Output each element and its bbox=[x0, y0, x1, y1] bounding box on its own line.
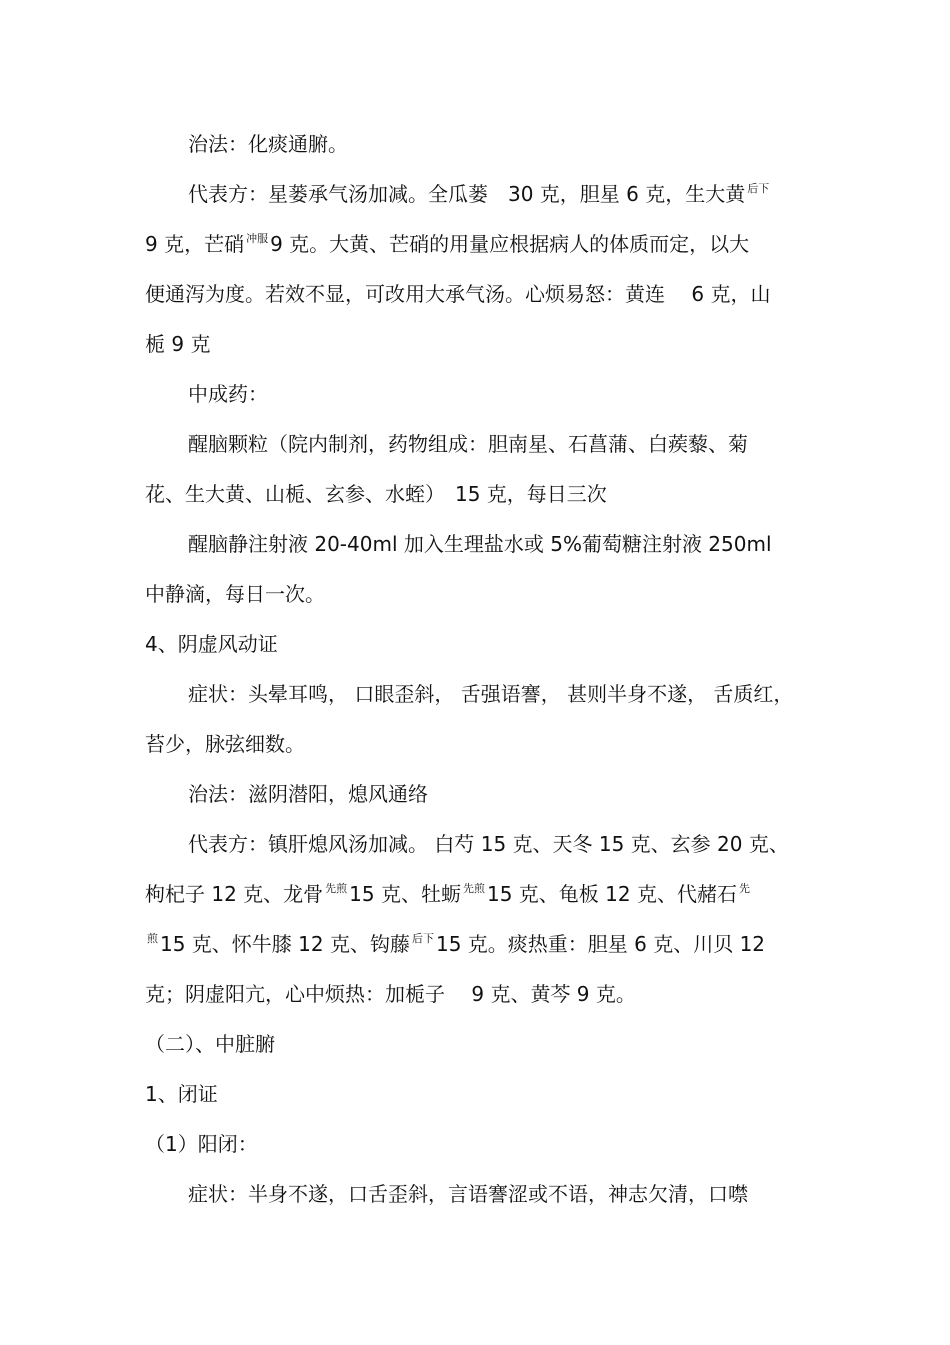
annotation-superscript: 后下 bbox=[411, 932, 434, 945]
annotation-superscript: 先 bbox=[738, 882, 750, 895]
formula-line: 代表方：星蒌承气汤加减。全瓜蒌 30 克，胆星 6 克，生大黄 $^{后下}$ bbox=[188, 182, 770, 206]
text-line: 苔少，脉弦细数。 bbox=[145, 732, 305, 756]
symptoms-line: 症状：半身不遂，口舌歪斜，言语謇涩或不语，神志欠清，口噤 bbox=[188, 1182, 748, 1206]
section-heading: 4、阴虚风动证 bbox=[145, 632, 278, 656]
text-line: 克；阴虚阳亢，心中烦热：加栀子 9 克、黄芩 9 克。 bbox=[145, 982, 636, 1006]
annotation-superscript: 先煎 bbox=[462, 882, 485, 895]
annotation-superscript: 先煎 bbox=[325, 882, 348, 895]
annotation-superscript: 煎 bbox=[147, 932, 158, 945]
treatment-line: 治法：滋阴潜阳，熄风通络 bbox=[188, 782, 428, 806]
annotation-superscript: 冲服 bbox=[246, 232, 269, 245]
text-line: 枸杞子 12 克、龙骨 $^{先煎}$ 15 克、牡蛎 $^{先煎}$ 15 克、龟板 12 克、代赭石 $^先$ bbox=[145, 882, 750, 906]
text-line: 栀 9 克 bbox=[145, 332, 211, 356]
subsection-heading: （1）阳闭： bbox=[145, 1132, 258, 1156]
patent-medicine-heading: 中成药： bbox=[188, 382, 268, 406]
text-line: 醒脑颗粒（院内制剂，药物组成：胆南星、石菖蒲、白蒺藜、菊 bbox=[188, 432, 748, 456]
text-line: 花、生大黄、山栀、玄参、水蛭） 15 克，每日三次 bbox=[145, 482, 607, 506]
text-line: 中静滴，每日一次。 bbox=[145, 582, 325, 606]
formula-line: 代表方：镇肝熄风汤加减。 白芍 15 克、天冬 15 克、玄参 20 克、 bbox=[188, 832, 789, 856]
subsection-heading: 1、闭证 bbox=[145, 1082, 218, 1106]
text-line: 便通泻为度。若效不显，可改用大承气汤。心烦易怒：黄连 6 克，山 bbox=[145, 282, 771, 306]
symptoms-line: 症状：头晕耳鸣， 口眼歪斜， 舌强语謇， 甚则半身不遂， 舌质红， bbox=[188, 682, 794, 706]
text-line: 9 克，芒硝 $^{冲服}$ 9 克。大黄、芒硝的用量应根据病人的体质而定，以大 bbox=[145, 232, 750, 256]
annotation-superscript: 后下 bbox=[747, 182, 770, 195]
text-line: $^煎$ 15 克、怀牛膝 12 克、钩藤 $^{后下}$ 15 克。痰热重：胆星 6 克、川贝 12 bbox=[147, 932, 766, 956]
text-line: 醒脑静注射液 20-40ml 加入生理盐水或 5%葡萄糖注射液 250ml bbox=[188, 532, 772, 556]
section-heading: （二）、中脏腑 bbox=[145, 1032, 275, 1056]
treatment-line: 治法：化痰通腑。 bbox=[188, 132, 348, 156]
